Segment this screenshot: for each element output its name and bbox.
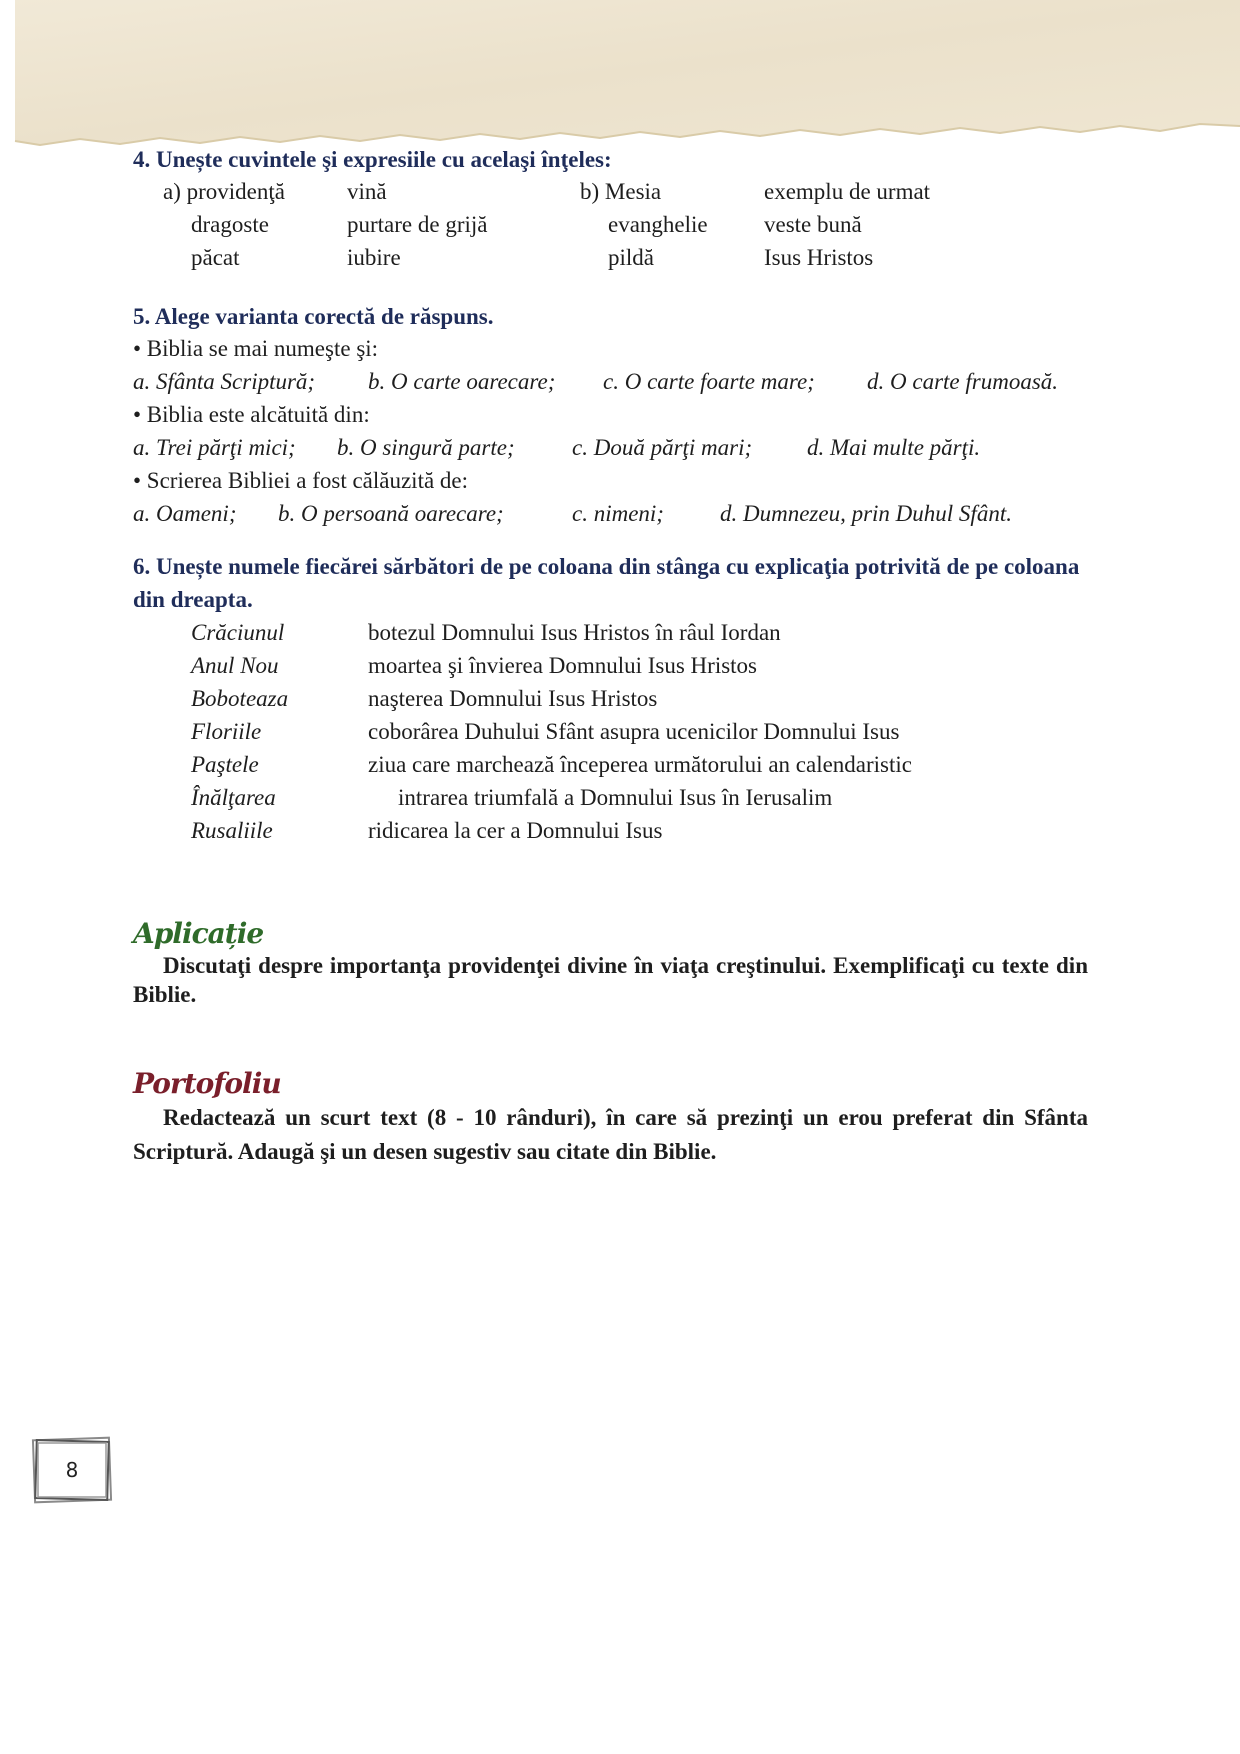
q5-option: d. O carte frumoasă. bbox=[867, 369, 1059, 394]
q5-option: c. nimeni; bbox=[572, 501, 664, 526]
holiday-name: Înălţarea bbox=[191, 785, 276, 810]
holiday-description: ridicarea la cer a Domnului Isus bbox=[368, 818, 663, 843]
question-4-title: 4. Unește cuvintele şi expresiile cu acelaşi înţeles: bbox=[133, 147, 612, 172]
q5-prompt: • Biblia se mai numeşte şi: bbox=[133, 336, 379, 361]
q5-option: c. Două părţi mari; bbox=[572, 435, 753, 460]
question-6 bbox=[133, 550, 1088, 847]
q4-cell: păcat bbox=[191, 245, 240, 270]
holiday-description: moartea şi învierea Domnului Isus Hristos bbox=[368, 653, 758, 678]
q4-cell: a) providenţă bbox=[163, 179, 285, 204]
holiday-name: Anul Nou bbox=[191, 653, 279, 678]
q5-option: b. O persoană oarecare; bbox=[278, 501, 504, 526]
holiday-name: Crăciunul bbox=[191, 620, 285, 645]
q5-options bbox=[133, 365, 1088, 398]
q5-option: d. Mai multe părţi. bbox=[807, 435, 981, 460]
page-number: 8 bbox=[65, 1458, 79, 1482]
q4-cell: b) Mesia bbox=[580, 179, 662, 204]
q4-cell: pildă bbox=[608, 245, 654, 270]
holiday-name: Paştele bbox=[191, 752, 259, 777]
q5-option: a. Oameni; bbox=[133, 501, 237, 526]
question-5-title: 5. Alege varianta corectă de răspuns. bbox=[133, 304, 494, 329]
page-content bbox=[133, 145, 1088, 1169]
portofoliu-title: Portofoliu bbox=[133, 1067, 281, 1100]
q5-option: c. O carte foarte mare; bbox=[603, 369, 815, 394]
q4-cell: purtare de grijă bbox=[347, 212, 488, 237]
portofoliu-section bbox=[133, 1067, 1088, 1169]
q5-option: a. Sfânta Scriptură; bbox=[133, 369, 316, 394]
question-4 bbox=[133, 145, 1088, 274]
holiday-name: Boboteaza bbox=[191, 686, 289, 711]
aplicatie-section bbox=[133, 917, 1088, 1009]
q5-prompt: • Biblia este alcătuită din: bbox=[133, 402, 370, 427]
aplicatie-text: Discutaţi despre importanţa providenţei divine în viaţa creştinului. Exemplificaţi cu texte din Biblie. bbox=[133, 953, 1088, 1007]
q5-prompt: • Scrierea Bibliei a fost călăuzită de: bbox=[133, 468, 469, 493]
holiday-description: naşterea Domnului Isus Hristos bbox=[368, 686, 658, 711]
question-6-title: 6. Unește numele fiecărei sărbători de pe coloana din stânga cu explicaţia potrivită de pe coloana din dreapta. bbox=[133, 554, 1080, 612]
question-5 bbox=[133, 302, 1088, 530]
q5-option: d. Dumnezeu, prin Duhul Sfânt. bbox=[720, 501, 1012, 526]
holiday-description: botezul Domnului Isus Hristos în râul Iordan bbox=[368, 620, 781, 645]
q5-option: b. O singură parte; bbox=[337, 435, 515, 460]
question-6-table bbox=[133, 616, 1088, 847]
q4-cell: dragoste bbox=[191, 212, 269, 237]
parchment-header-banner bbox=[0, 0, 1240, 160]
portofoliu-text: Redactează un scurt text (8 - 10 rânduri), în care să prezinţi un erou preferat din Sfânta Scriptură. Adaugă şi un desen sugestiv sau citate din Biblie. bbox=[133, 1105, 1088, 1164]
q4-cell: exemplu de urmat bbox=[764, 179, 931, 204]
q5-option: a. Trei părţi mici; bbox=[133, 435, 296, 460]
holiday-name: Floriile bbox=[191, 719, 262, 744]
q4-cell: iubire bbox=[347, 245, 401, 270]
aplicatie-title: Aplicație bbox=[133, 917, 264, 950]
q4-cell: Isus Hristos bbox=[764, 245, 874, 270]
holiday-description: ziua care marchează începerea următorului an calendaristic bbox=[368, 752, 912, 777]
q4-cell: vină bbox=[347, 179, 387, 204]
q5-option: b. O carte oarecare; bbox=[368, 369, 556, 394]
holiday-name: Rusaliile bbox=[191, 818, 273, 843]
q5-options bbox=[133, 431, 1088, 464]
holiday-description: coborârea Duhului Sfânt asupra ucenicilor Domnului Isus bbox=[368, 719, 900, 744]
q4-cell: veste bună bbox=[764, 212, 862, 237]
q4-cell: evanghelie bbox=[608, 212, 708, 237]
q5-options bbox=[133, 497, 1088, 530]
holiday-description: intrarea triumfală a Domnului Isus în Ierusalim bbox=[398, 785, 833, 810]
question-4-table bbox=[133, 175, 1088, 274]
